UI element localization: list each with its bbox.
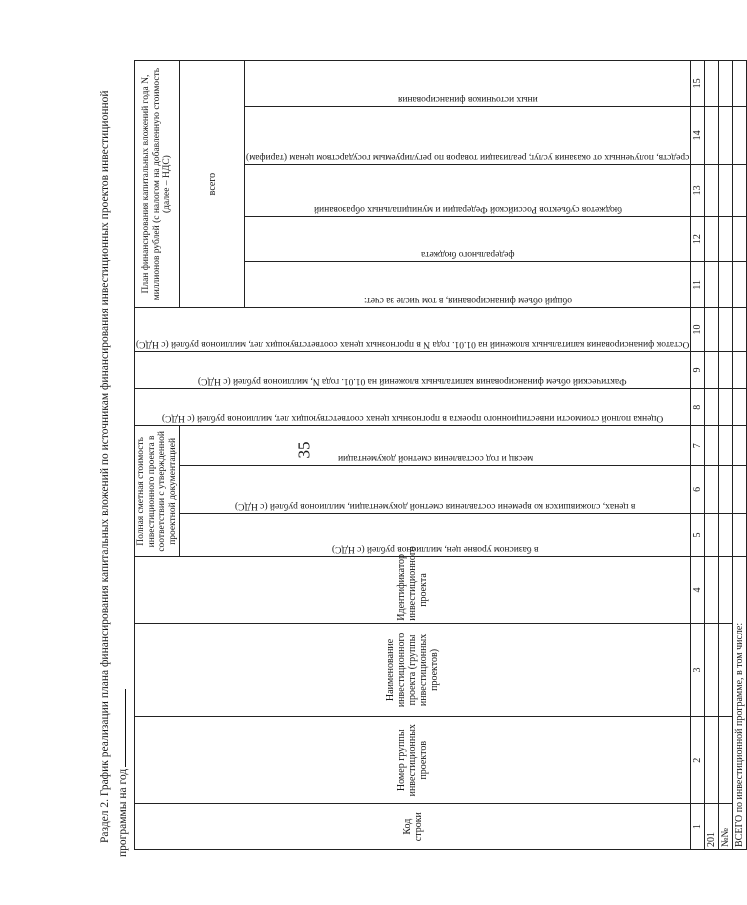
header-cost-month: месяц и год составления сметной документации — [180, 426, 691, 465]
column-number: 6 — [691, 465, 705, 513]
section-title-line2: программы на год — [116, 77, 132, 857]
column-number: 3 — [691, 623, 705, 716]
table-row — [719, 61, 733, 850]
column-number: 10 — [691, 308, 705, 352]
header-code: Код строки — [135, 804, 691, 850]
header-group-number: Номер группы инвестиционных проектов — [135, 717, 691, 804]
section-title-line1: Раздел 2. График реализации плана финансирования капитальных вложений по источникам финансирования инвестиционных проектов инвестиционной — [99, 90, 111, 843]
table-row-total — [733, 61, 747, 850]
header-name: Наименование инвестиционного проекта (группы инвестиционных проектов) — [135, 623, 691, 716]
financing-schedule-table — [134, 60, 746, 850]
column-number: 7 — [691, 426, 705, 465]
header-plan: План финансирования капитальных вложений года N, миллионов рублей (с налогом на добавленную стоимость (далее – НДС) — [135, 61, 180, 308]
column-number: 8 — [691, 389, 705, 426]
header-full-cost: Полная сметная стоимость инвестиционного проекта в соответствии с утвержденной проектной документацией — [135, 426, 180, 557]
column-number: 5 — [691, 513, 705, 557]
header-tariff: средств, полученных от оказания услуг, реализации товаров по регулируемым государством ценам (тарифам) — [245, 106, 691, 164]
header-forecast-cost: Оценка полной стоимости инвестиционного проекта в прогнозных ценах соответствующих лет, миллионов рублей (с НДС) — [135, 389, 691, 426]
total-row-label: ВСЕГО по инвестиционной программе, в том числе: — [733, 557, 747, 850]
page-number: 35 — [294, 441, 314, 459]
header-other: иных источников финансирования — [245, 61, 691, 107]
header-identifier: Идентификатор инвестиционного проекта — [135, 557, 691, 623]
header-remaining: Остаток финансирования капитальных вложений на 01.01. года N в прогнозных ценах соответствующих лет, миллионов рублей (с НДС) — [135, 308, 691, 352]
header-federal: федерального бюджета — [245, 216, 691, 262]
header-total: всего — [180, 61, 245, 308]
column-number: 11 — [691, 262, 705, 308]
row-code: №№ — [719, 804, 733, 850]
column-number: 9 — [691, 351, 705, 388]
column-number: 4 — [691, 557, 705, 623]
header-total-volume: общий объем финансирования, в том числе за счет: — [245, 262, 691, 308]
header-cost-current: в ценах, сложившихся ко времени составления сметной документации, миллионов рублей (с НДС) — [180, 465, 691, 513]
header-regional: бюджетов субъектов Российской Федерации и муниципальных образований — [245, 164, 691, 216]
header-actual-volume: Фактический объем финансирования капитальных вложений на 01.01. года N, миллионов рублей (с НДС) — [135, 351, 691, 388]
table-row — [705, 61, 719, 850]
header-cost-base: в базисном уровне цен, миллионов рублей (с НДС) — [180, 513, 691, 557]
column-number: 1 — [691, 804, 705, 850]
row-code: 201 — [705, 804, 719, 850]
column-number: 14 — [691, 106, 705, 164]
column-number: 13 — [691, 164, 705, 216]
column-number: 15 — [691, 61, 705, 107]
column-number: 2 — [691, 717, 705, 804]
column-number: 12 — [691, 216, 705, 262]
